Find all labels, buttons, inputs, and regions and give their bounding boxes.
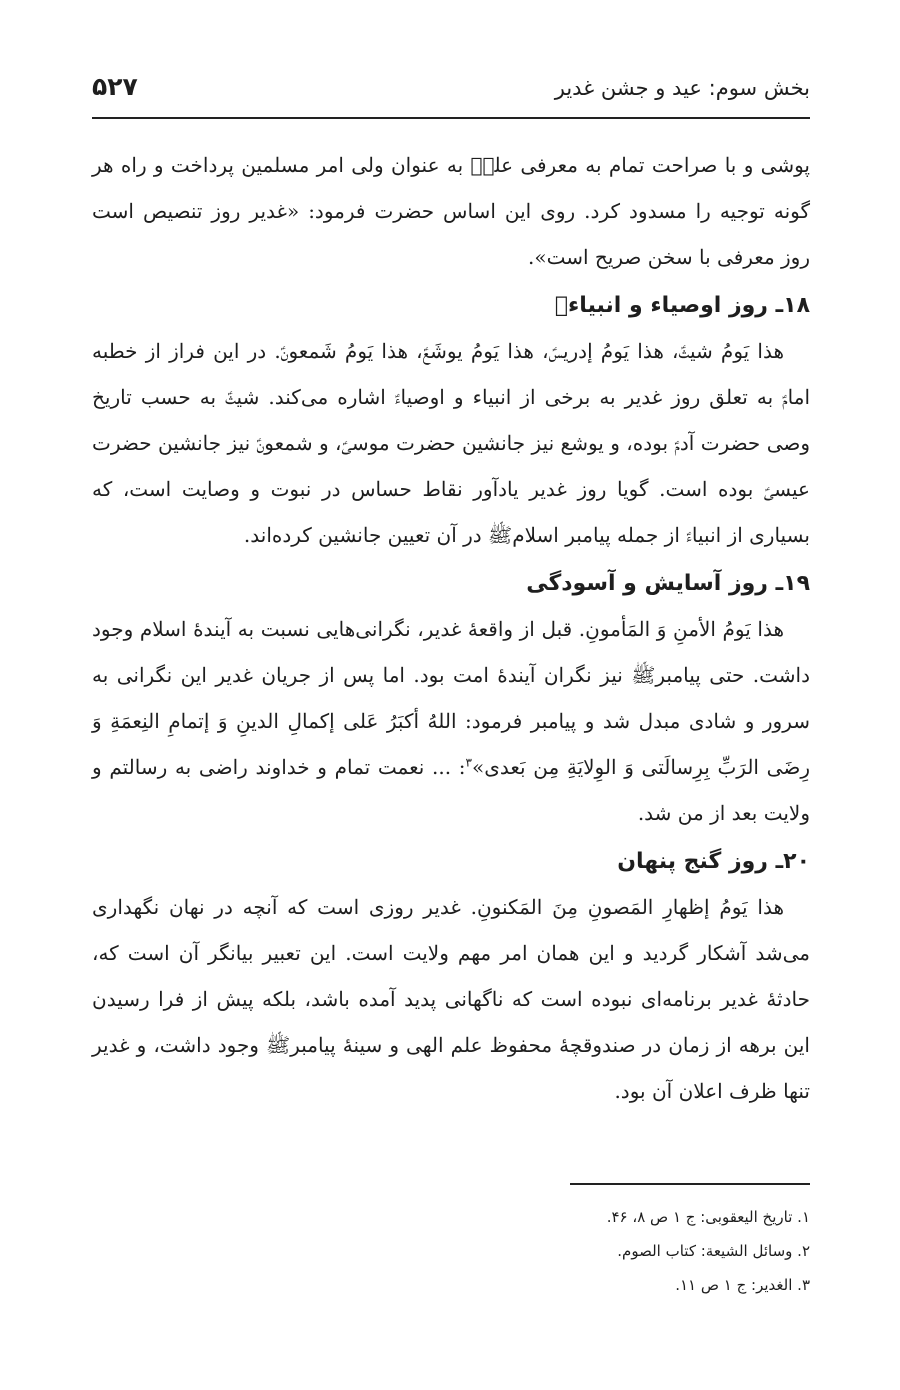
section-heading-20: ۲۰ـ روز گنج پنهان bbox=[617, 849, 810, 874]
footnotes bbox=[92, 1200, 810, 1302]
footnote-2: ۲. وسائل الشیعة: کتاب الصوم. bbox=[617, 1242, 810, 1260]
continuation-paragraph: پوشی و با صراحت تمام به معرفی علیؑ به عنوان ولی امر مسلمین پرداخت و راه هر گونه توجیه را مسدود کرد. روی این اساس حضرت فرمود: «غدیر روز تنصیص است روز معرفی با سخن صریح است». bbox=[92, 153, 810, 269]
section-paragraph-19 bbox=[92, 606, 810, 836]
footnote-ref-3: ۳ bbox=[465, 755, 472, 770]
section-heading-19: ۱۹ـ روز آسایش و آسودگی bbox=[526, 571, 810, 596]
section-paragraph-19-part-b: : ... نعمت تمام و خداوند راضی به رسالتم و ولایت بعد از من شد. bbox=[92, 755, 810, 825]
section-paragraph-19-part-a: هذا یَومُ الأمنِ وَ المَأمونِ. قبل از واقعهٔ غدیر، نگرانی‌هایی نسبت به آیندهٔ اسلام وجود داشت. حتی پیامبرﷺ نیز نگران آیندهٔ امت بود. اما پس از جریان غدیر این نگرانی به سرور و شادی مبدل شد و پیامبر فرمود: اللهُ أکبَرُ عَلی إکمالِ الدینِ وَ إتمامِ النِعمَةِ وَ رِضَی الرَبِّ بِرِسالَتی وَ الوِلایَةِ مِن بَعدی» bbox=[92, 617, 810, 779]
section-paragraph-20: هذا یَومُ إظهارِ المَصونِ مِنَ المَکنونِ. غدیر روزی است که آنچه در نهان نگهداری می‌شد آشکار گردید و این همان امر مهم ولایت است. این تعبیر بیانگر آن است که، حادثهٔ غدیر برنامه‌ای نبوده است که ناگهانی پدید آمده باشد، بلکه پیش از فرا رسیدن این برهه از زمان در صندوقچهٔ محفوظ علم الهی و سینهٔ پیامبرﷺ وجود داشت، و غدیر تنها ظرف اعلان آن بود. bbox=[92, 895, 810, 1103]
running-header-title: بخش سوم: عید و جشن غدیر bbox=[554, 76, 810, 100]
footnote-1: ۱. تاریخ الیعقوبی: ج ۱ ص ۸، ۴۶. bbox=[606, 1208, 810, 1226]
footnote-divider bbox=[570, 1183, 810, 1185]
page-number: ۵۲۷ bbox=[92, 72, 138, 101]
section-paragraph-18: هذا یَومُ شیثؑ، هذا یَومُ إدریسؑ، هذا یَومُ یوشَعؑ، هذا یَومُ شَمعونؑ. در این فراز از خطبه امامؑ به تعلق روز غدیر به برخی از انبیاء و اوصیاءؑ اشاره می‌کند. شیثؑ به حسب تاریخ وصی حضرت آدمؑ بوده، و یوشع نیز جانشین حضرت موسیؑ، و شمعونؑ نیز جانشین حضرت عیسیؑ بوده است. گویا روز غدیر یادآور نقاط حساس در نبوت و وصایت است، که بسیاری از انبیاءؑ از جمله پیامبر اسلامﷺ در آن تعیین جانشین کرده‌اند. bbox=[92, 339, 810, 547]
running-header bbox=[92, 66, 810, 116]
body-text bbox=[92, 142, 810, 1114]
header-divider bbox=[92, 117, 810, 119]
section-heading-18: ۱۸ـ روز اوصیاء و انبیاءؑ bbox=[554, 293, 810, 318]
footnote-3: ۳. الغدیر: ج ۱ ص ۱۱. bbox=[675, 1276, 810, 1294]
